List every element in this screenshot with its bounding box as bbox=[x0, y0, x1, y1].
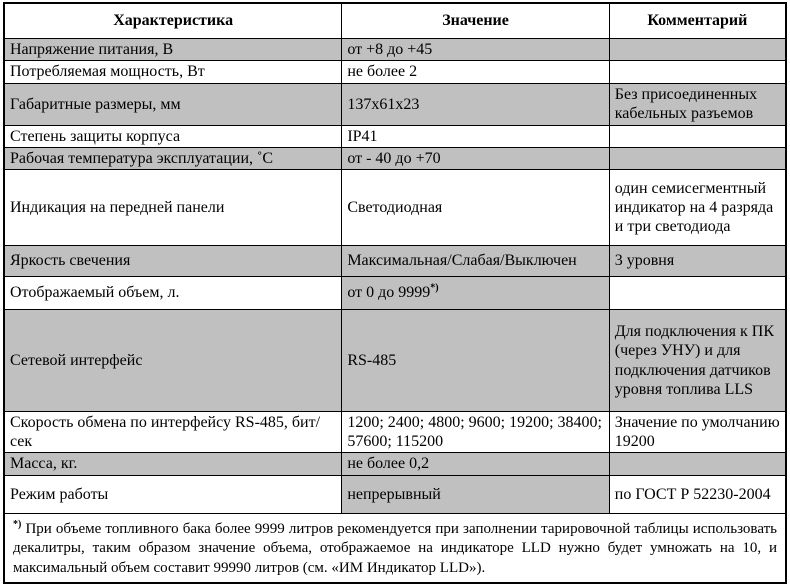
row-ip-rating bbox=[4, 125, 786, 147]
characteristic-cell: Режим работы bbox=[4, 475, 342, 513]
comment-cell bbox=[609, 38, 786, 60]
value-cell bbox=[342, 277, 609, 310]
comment-cell bbox=[609, 453, 786, 475]
characteristic-cell: Индикация на передней панели bbox=[4, 170, 342, 246]
value-cell: не более 0,2 bbox=[342, 453, 609, 475]
comment-cell: Для подключения к ПК (через УНУ) и для подключения датчиков уровня топлива LLS bbox=[609, 310, 786, 412]
characteristic-cell: Отображаемый объем, л. bbox=[4, 277, 342, 310]
row-operating-temperature bbox=[4, 147, 786, 169]
comment-cell bbox=[609, 147, 786, 169]
header-row bbox=[4, 3, 786, 38]
value-cell: IP41 bbox=[342, 125, 609, 147]
comment-cell: по ГОСТ Р 52230-2004 bbox=[609, 475, 786, 513]
characteristic-cell: Потребляемая мощность, Вт bbox=[4, 60, 342, 83]
value-cell: от - 40 до +70 bbox=[342, 147, 609, 169]
characteristic-cell: Скорость обмена по интерфейсу RS-485, бит/сек bbox=[4, 412, 342, 453]
value-cell: непрерывный bbox=[342, 475, 609, 513]
row-weight bbox=[4, 453, 786, 475]
footnote-cell bbox=[4, 513, 786, 583]
footnote-text: При объеме топливного бака более 9999 литров рекомендуется при заполнении тарировочной таблицы использовать декалитры, таким образом значение объема, отображаемое на индикаторе LLD нужно будет умножать на 10, и максимальный объем составит 99990 литров (см. «ИМ Индикатор LLD»). bbox=[13, 520, 777, 576]
value-cell: от +8 до +45 bbox=[342, 38, 609, 60]
row-operation-mode bbox=[4, 475, 786, 513]
characteristic-cell: Яркость свечения bbox=[4, 246, 342, 277]
footnote-row bbox=[4, 513, 786, 583]
header-value: Значение bbox=[342, 3, 609, 38]
comment-cell: Без присоединенных кабельных разъемов bbox=[609, 83, 786, 125]
characteristic-cell: Рабочая температура эксплуатации, ˚С bbox=[4, 147, 342, 169]
spec-table bbox=[3, 2, 787, 584]
value-cell: 1200; 2400; 4800; 9600; 19200; 38400; 57600; 115200 bbox=[342, 412, 609, 453]
value-cell: не более 2 bbox=[342, 60, 609, 83]
row-supply-voltage bbox=[4, 38, 786, 60]
row-baud-rate bbox=[4, 412, 786, 453]
footnote-marker: *) bbox=[13, 518, 22, 530]
characteristic-cell: Масса, кг. bbox=[4, 453, 342, 475]
header-characteristic: Характеристика bbox=[4, 3, 342, 38]
comment-cell bbox=[609, 60, 786, 83]
header-comment: Комментарий bbox=[609, 3, 786, 38]
value-cell: 137x61x23 bbox=[342, 83, 609, 125]
characteristic-cell: Сетевой интерфейс bbox=[4, 310, 342, 412]
comment-cell bbox=[609, 277, 786, 310]
row-dimensions bbox=[4, 83, 786, 125]
value-text: от 0 до 9999 bbox=[347, 284, 431, 302]
comment-cell: 3 уровня bbox=[609, 246, 786, 277]
value-cell: Максимальная/Слабая/Выключен bbox=[342, 246, 609, 277]
characteristic-cell: Габаритные размеры, мм bbox=[4, 83, 342, 125]
characteristic-cell: Напряжение питания, В bbox=[4, 38, 342, 60]
row-front-panel-indication bbox=[4, 170, 786, 246]
value-cell: RS-485 bbox=[342, 310, 609, 412]
row-power-consumption bbox=[4, 60, 786, 83]
value-cell: Светодиодная bbox=[342, 170, 609, 246]
characteristic-cell: Степень защиты корпуса bbox=[4, 125, 342, 147]
row-displayed-volume bbox=[4, 277, 786, 310]
footnote-marker-ref: *) bbox=[430, 283, 439, 295]
comment-cell: Значение по умолчанию 19200 bbox=[609, 412, 786, 453]
row-network-interface bbox=[4, 310, 786, 412]
comment-cell: один семисегментный индикатор на 4 разряда и три светодиода bbox=[609, 170, 786, 246]
comment-cell bbox=[609, 125, 786, 147]
row-brightness bbox=[4, 246, 786, 277]
